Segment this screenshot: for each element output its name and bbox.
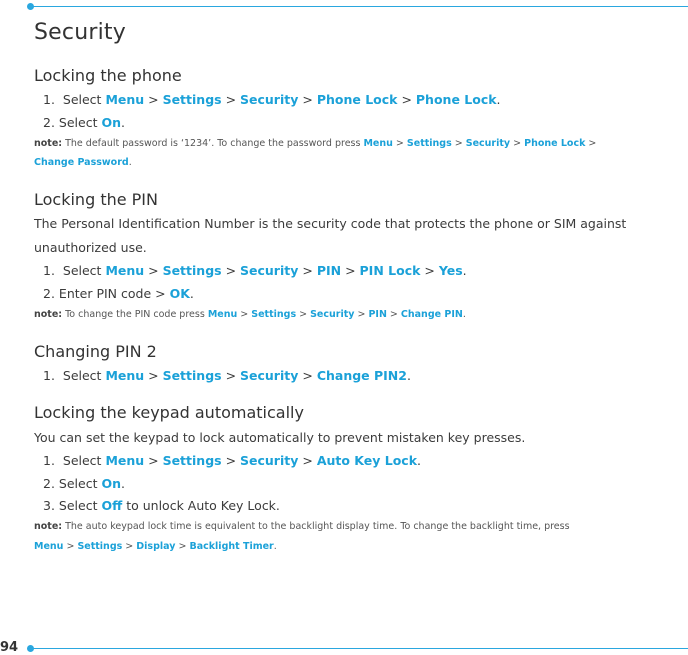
phone-step-1: 1. Select Menu > Settings > Security > Phone Lock > Phone Lock.	[43, 92, 501, 107]
phone-note: note: The default password is ‘1234’. To change the password press Menu > Settings > Security > Phone Lock >	[34, 138, 597, 149]
heading-changing-pin2: Changing PIN 2	[34, 342, 157, 361]
pin-step-2: 2. Enter PIN code > OK.	[43, 286, 194, 301]
heading-locking-phone: Locking the phone	[34, 66, 182, 85]
pin-para-line-1: The Personal Identification Number is the security code that protects the phone or SIM against	[34, 216, 627, 231]
heading-locking-pin: Locking the PIN	[34, 190, 158, 209]
keypad-step-1: 1. Select Menu > Settings > Security > Auto Key Lock.	[43, 453, 422, 468]
pin2-step-1: 1. Select Menu > Settings > Security > Change PIN2.	[43, 368, 411, 383]
keypad-note-cont: Menu > Settings > Display > Backlight Timer.	[34, 541, 277, 552]
keypad-note: note: The auto keypad lock time is equivalent to the backlight display time. To change the backlight time, press	[34, 521, 570, 532]
top-rule	[30, 6, 688, 7]
keypad-step-2: 2. Select On.	[43, 476, 125, 491]
pin-note: note: To change the PIN code press Menu > Settings > Security > PIN > Change PIN.	[34, 309, 466, 320]
pin-para-line-2: unauthorized use.	[34, 240, 147, 255]
phone-note-cont: Change Password.	[34, 157, 132, 168]
heading-keypad-lock: Locking the keypad automatically	[34, 403, 304, 422]
bottom-rule	[30, 648, 688, 649]
page-number: 94	[0, 640, 19, 655]
keypad-step-3: 3. Select Off to unlock Auto Key Lock.	[43, 498, 280, 513]
pin-step-1: 1. Select Menu > Settings > Security > PIN > PIN Lock > Yes.	[43, 263, 467, 278]
page-title: Security	[34, 20, 126, 45]
keypad-para: You can set the keypad to lock automatically to prevent mistaken key presses.	[34, 430, 526, 445]
phone-step-2: 2. Select On.	[43, 115, 125, 130]
